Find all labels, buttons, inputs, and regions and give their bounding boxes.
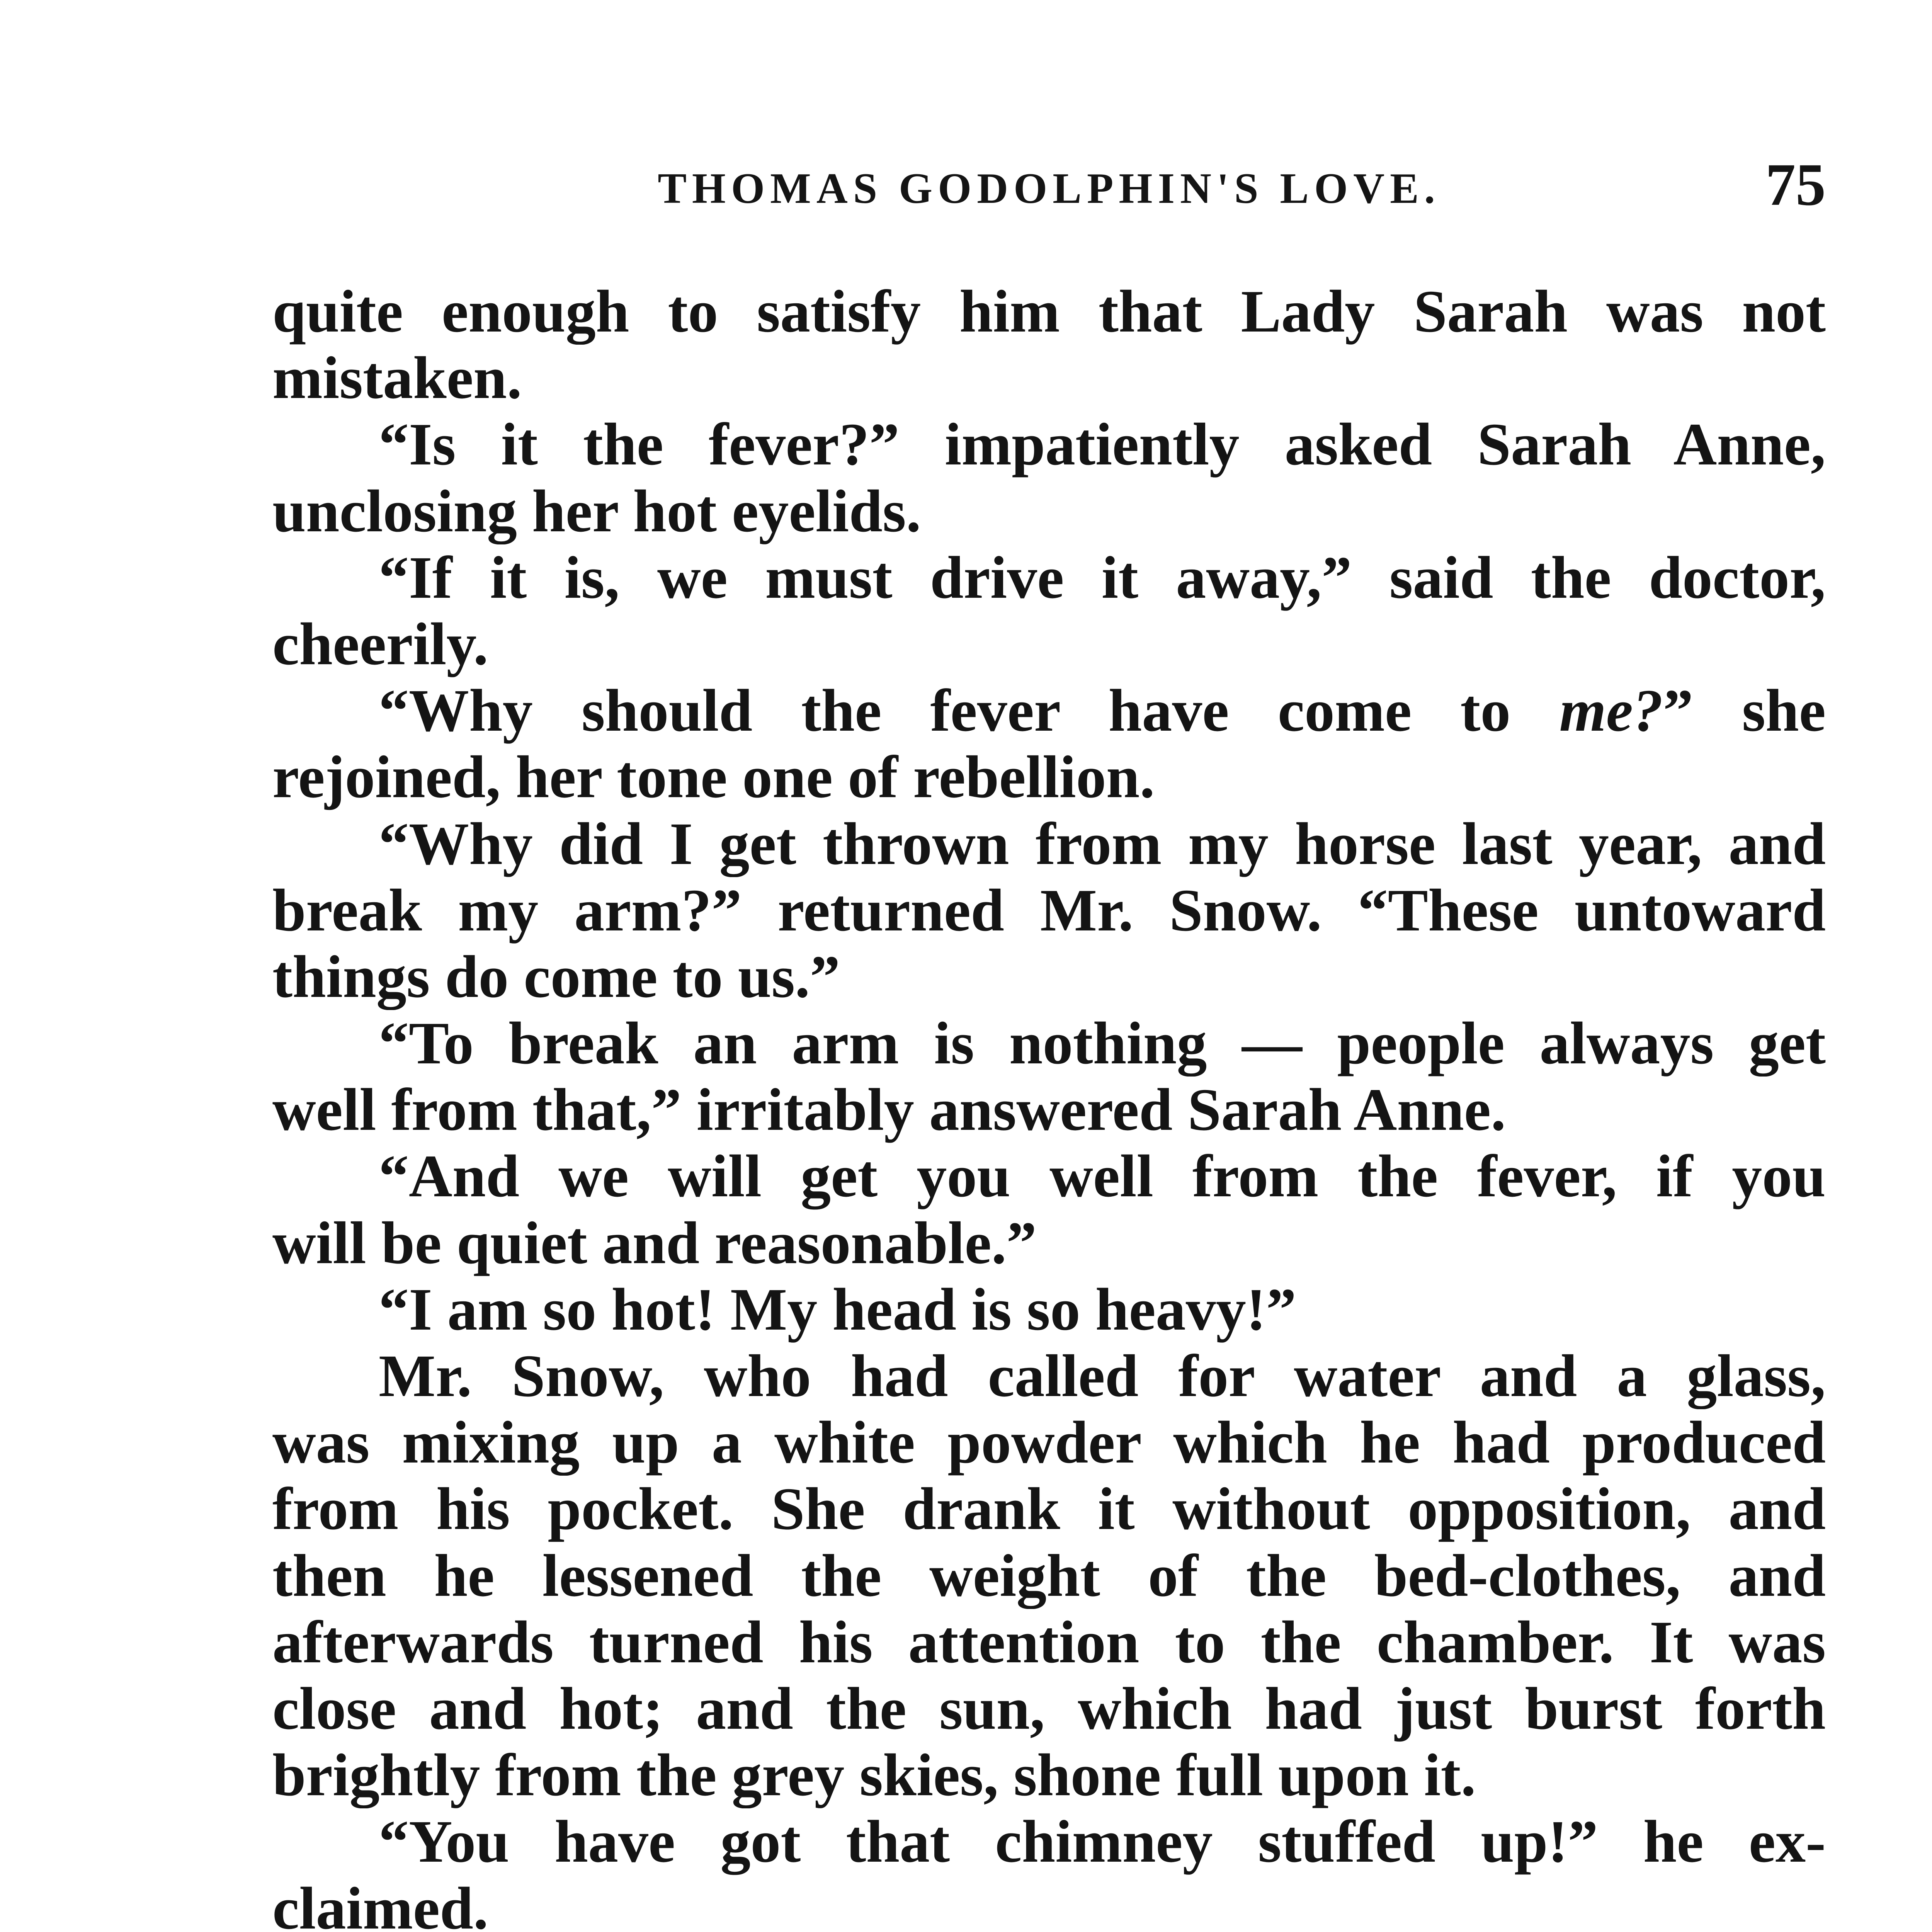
text-line: brightly from the grey skies, shone full upon it. — [272, 1742, 1476, 1809]
text-segment: “Why should the fever have come to — [379, 677, 1560, 744]
text-line: afterwards turned his attention to the chamber. It was — [272, 1609, 1826, 1675]
text-line: Mr. Snow, who had called for water and a glass, — [379, 1343, 1826, 1409]
text-line: “Why did I get thrown from my horse last year, and — [379, 810, 1826, 877]
text-line: break my arm?” returned Mr. Snow. “These untoward — [272, 877, 1826, 944]
text-line: “I am so hot! My head is so heavy!” — [379, 1276, 1296, 1343]
emphasis-text: me? — [1559, 677, 1663, 744]
text-line: unclosing her hot eyelids. — [272, 478, 921, 544]
text-line: from his pocket. She drank it without opposition, and — [272, 1476, 1826, 1543]
text-line: “You have got that chimney stuffed up!” he ex- — [379, 1808, 1826, 1875]
text-line: will be quiet and reasonable.” — [272, 1209, 1037, 1276]
text-line: cheerily. — [272, 611, 488, 677]
text-line: rejoined, her tone one of rebellion. — [272, 744, 1155, 811]
text-line: was mixing up a white powder which he had produced — [272, 1409, 1826, 1476]
text-line: “To break an arm is nothing — people always get — [379, 1010, 1826, 1077]
text-line: close and hot; and the sun, which had just burst forth — [272, 1675, 1826, 1742]
text-line: well from that,” irritably answered Sarah Anne. — [272, 1077, 1506, 1143]
text-line — [272, 677, 1826, 744]
text-line: “Is it the fever?” impatiently asked Sarah Anne, — [379, 411, 1826, 478]
text-line: “And we will get you well from the fever, if you — [379, 1143, 1826, 1210]
body-text — [272, 278, 1826, 1932]
text-line: things do come to us.” — [272, 943, 840, 1010]
page-number: 75 — [1765, 151, 1826, 218]
text-line: then he lessened the weight of the bed-clothes, and — [272, 1542, 1826, 1609]
text-line: claimed. — [272, 1875, 488, 1932]
text-line: mistaken. — [272, 345, 522, 412]
running-head — [272, 151, 1826, 223]
text-segment: ” she — [1663, 677, 1826, 744]
text-line: “If it is, we must drive it away,” said the doctor, — [379, 544, 1826, 611]
text-line: quite enough to satisfy him that Lady Sarah was not — [272, 278, 1826, 345]
running-title: THOMAS GODOLPHIN'S LOVE. — [658, 165, 1440, 213]
